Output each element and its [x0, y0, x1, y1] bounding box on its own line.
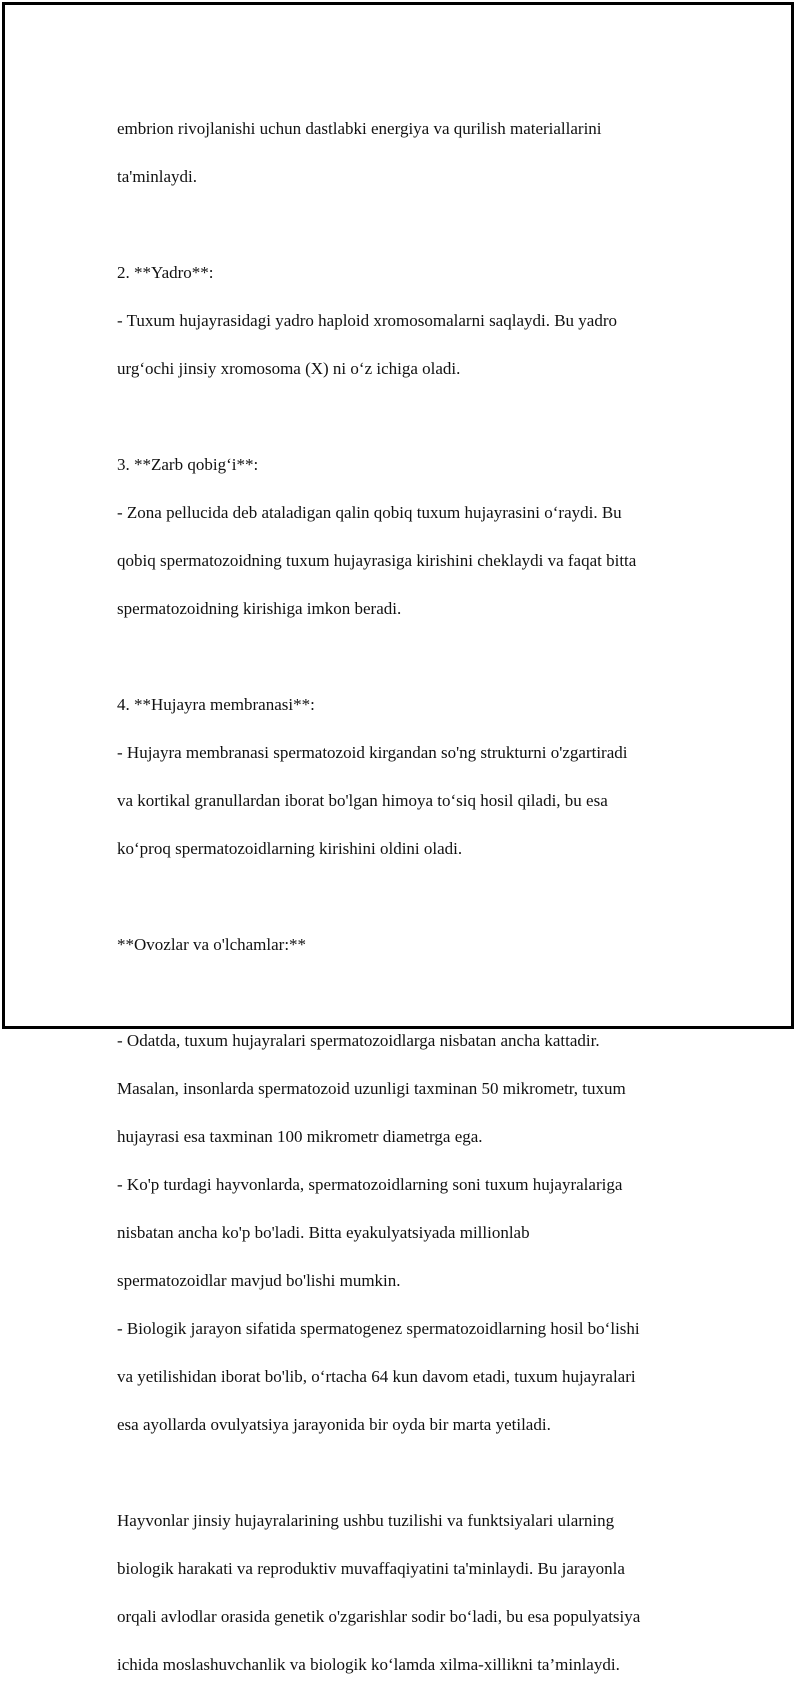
text-line: orqali avlodlar orasida genetik o'zgarishlar sodir bo‘ladi, bu esa populyatsiya — [117, 1607, 641, 1626]
text-line: urg‘ochi jinsiy xromosoma (X) ni o‘z ichiga oladi. — [117, 359, 461, 378]
text-line: ichida moslashuvchanlik va biologik ko‘lamda xilma-xillikni ta’minlaydi. — [117, 1655, 620, 1674]
document-body — [117, 93, 707, 1701]
text-line: ta'minlaydi. — [117, 167, 198, 186]
blank-line — [117, 405, 707, 429]
text-line: va yetilishidan iborat bo'lib, o‘rtacha 64 kun davom etadi, tuxum hujayralari — [117, 1367, 636, 1386]
text-line: - Zona pellucida deb ataladigan qalin qobiq tuxum hujayrasini o‘raydi. Bu — [117, 503, 622, 522]
text-line: - Hujayra membranasi spermatozoid kirgandan so'ng strukturni o'zgartiradi — [117, 743, 628, 762]
section-heading: 3. **Zarb qobig‘i**: — [117, 455, 259, 474]
bullet-line: - Odatda, tuxum hujayralari spermatozoidlarga nisbatan ancha kattadir. — [117, 1031, 600, 1050]
text-line: embrion rivojlanishi uchun dastlabki energiya va qurilish materiallarini — [117, 119, 602, 138]
text-line: va kortikal granullardan iborat bo'lgan himoya to‘siq hosil qiladi, bu esa — [117, 791, 608, 810]
section-heading: 2. **Yadro**: — [117, 263, 214, 282]
text-line: biologik harakati va reproduktiv muvaffaqiyatini ta'minlaydi. Bu jarayonla — [117, 1559, 625, 1578]
blank-line — [117, 885, 707, 909]
bullet-line: - Biologik jarayon sifatida spermatogenez spermatozoidlarning hosil bo‘lishi — [117, 1319, 640, 1338]
text-line: Hayvonlar jinsiy hujayralarining ushbu tuzilishi va funktsiyalari ularning — [117, 1511, 615, 1530]
text-line: qobiq spermatozoidning tuxum hujayrasiga kirishini cheklaydi va faqat bitta — [117, 551, 637, 570]
blank-line — [117, 645, 707, 669]
text-line: nisbatan ancha ko'p bo'ladi. Bitta eyakulyatsiyada millionlab — [117, 1223, 530, 1242]
text-line: hujayrasi esa taxminan 100 mikrometr diametrga ega. — [117, 1127, 483, 1146]
text-line: spermatozoidning kirishiga imkon beradi. — [117, 599, 402, 618]
text-line: spermatozoidlar mavjud bo'lishi mumkin. — [117, 1271, 401, 1290]
text-line: - Tuxum hujayrasidagi yadro haploid xromosomalarni saqlaydi. Bu yadro — [117, 311, 618, 330]
section-heading: **Ovozlar va o'lchamlar:** — [117, 935, 307, 954]
blank-line — [117, 981, 707, 1005]
blank-line — [117, 1461, 707, 1485]
blank-line — [117, 213, 707, 237]
bullet-line: - Ko'p turdagi hayvonlarda, spermatozoidlarning soni tuxum hujayralariga — [117, 1175, 623, 1194]
text-line: Masalan, insonlarda spermatozoid uzunligi taxminan 50 mikrometr, tuxum — [117, 1079, 626, 1098]
text-line: esa ayollarda ovulyatsiya jarayonida bir oyda bir marta yetiladi. — [117, 1415, 551, 1434]
text-line: ko‘proq spermatozoidlarning kirishini oldini oladi. — [117, 839, 463, 858]
section-heading: 4. **Hujayra membranasi**: — [117, 695, 315, 714]
